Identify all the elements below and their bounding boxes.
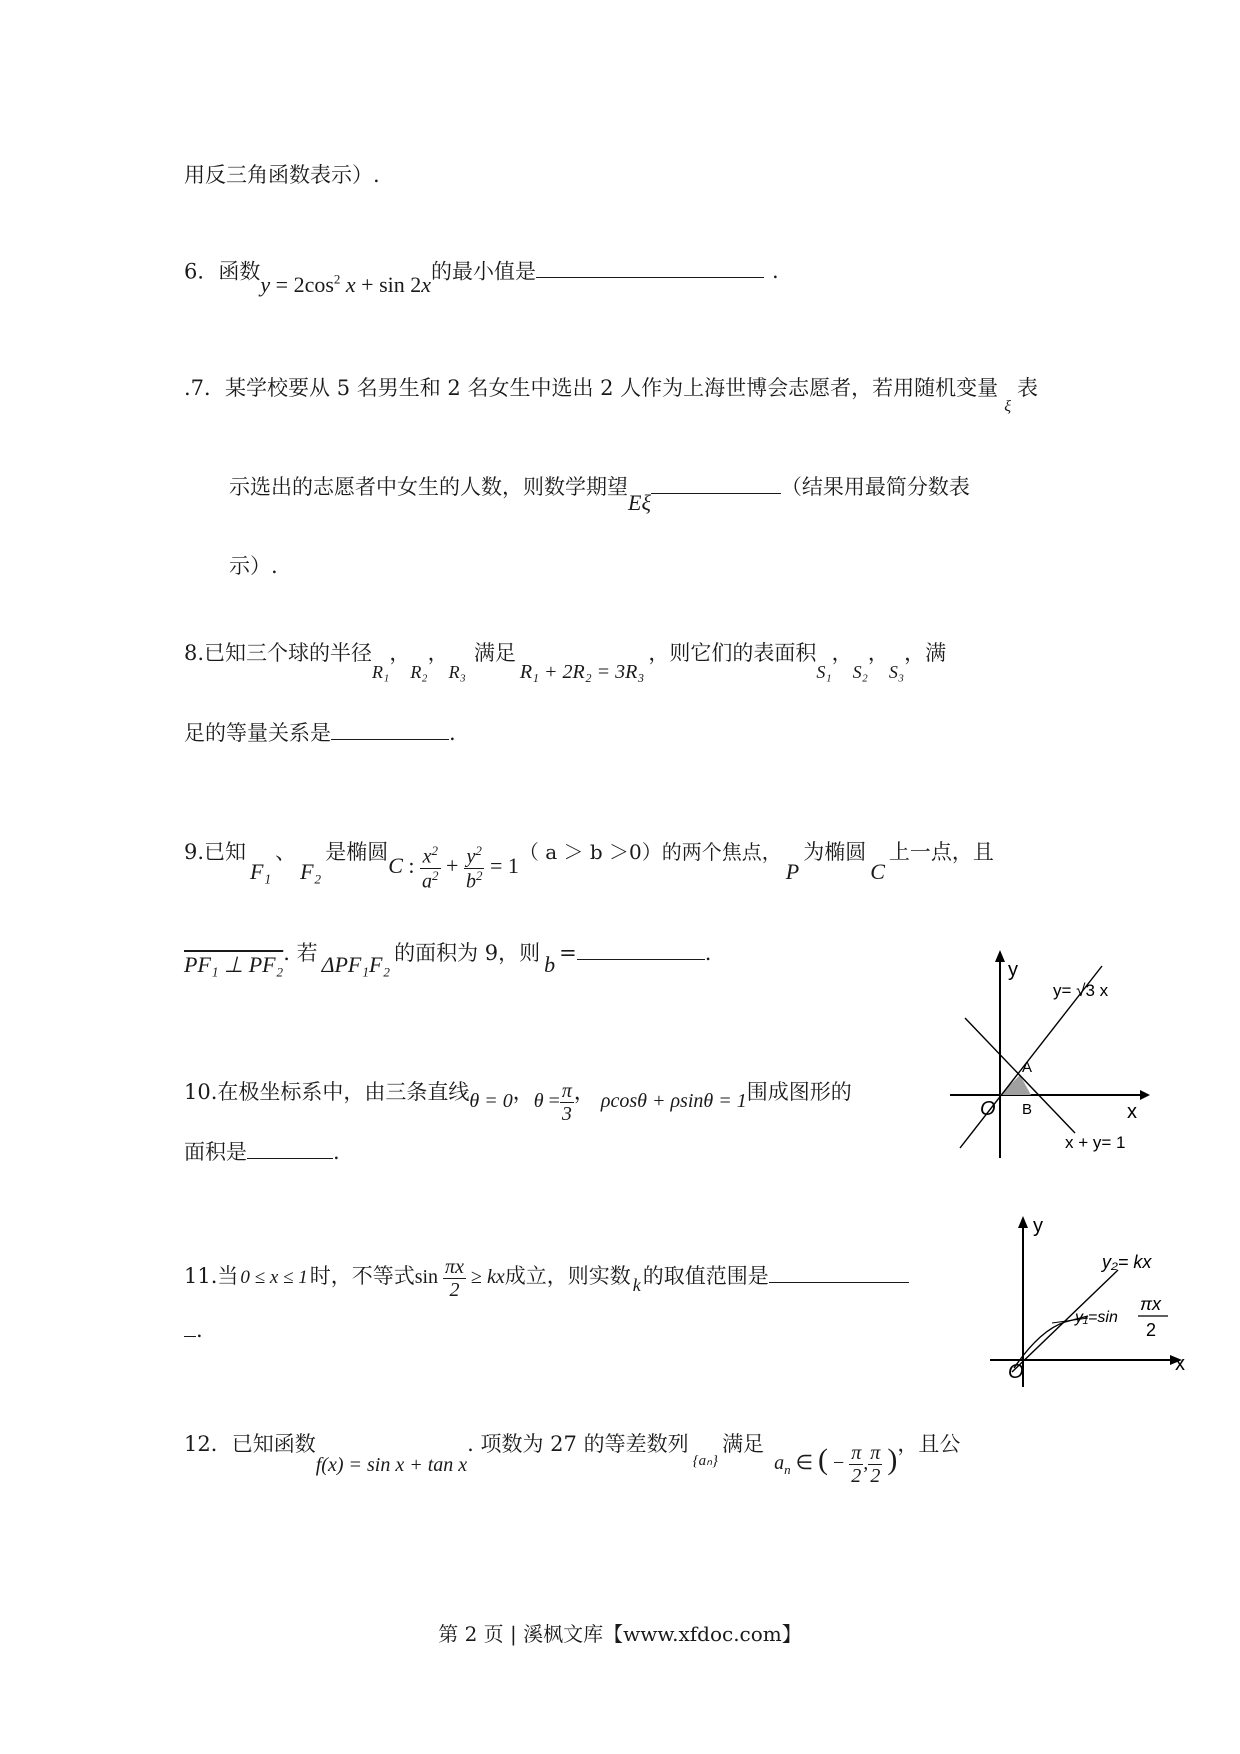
q7-text3: 示）. bbox=[229, 554, 278, 578]
q11-inequality: sin $\frac{\pi x}{2}$ ≥ kx bbox=[414, 1256, 505, 1301]
q12-text3: 满足 bbox=[722, 1432, 765, 1457]
question-9-line1 bbox=[184, 830, 994, 893]
q6-answer-blank bbox=[536, 276, 764, 278]
q10-text3: 面积是 bbox=[184, 1140, 247, 1164]
q11-condition: 0 ≤ x ≤ 1 bbox=[240, 1267, 308, 1289]
question-10-line2 bbox=[184, 1140, 340, 1165]
q8-r2: R₂ bbox=[410, 662, 428, 682]
q10-cond3: ρcosθ + ρsinθ = 1 bbox=[600, 1090, 747, 1113]
q12-domain: $a_n$ ∈ ( − $\frac{\pi}{2}$ , $\frac{\pi}{2}$ ) bbox=[774, 1442, 898, 1487]
q10-origin-label: O bbox=[980, 1098, 996, 1120]
q8-r3: R₃ bbox=[448, 662, 466, 682]
q9-triangle: ΔPF₁F₂ bbox=[321, 952, 391, 977]
question-9-line2 bbox=[184, 940, 712, 977]
q7-text2-end: （结果用最简分数表 bbox=[780, 475, 970, 499]
q9-f2: F₂ bbox=[300, 859, 322, 885]
q9-if: . 若 bbox=[283, 941, 318, 965]
q10-text1: 在极坐标系中，由三条直线 bbox=[217, 1080, 470, 1105]
q10-cond1: θ = 0 bbox=[469, 1090, 513, 1113]
q7-text1: 某学校要从 5 名男生和 2 名女生中选出 2 人作为上海世博会志愿者，若用随机变量 bbox=[225, 376, 999, 400]
q11-y-arrow bbox=[1018, 1216, 1028, 1228]
q9-p: P bbox=[785, 859, 800, 885]
q7-text2: 示选出的志愿者中女生的人数，则数学期望 bbox=[229, 475, 628, 499]
question-10-line1: 10.在极坐标系中，由三条直线θ = 0，θ = $\frac{\pi}{3}$ ， ρcosθ + ρsinθ = 1围成图形的 bbox=[184, 1080, 852, 1125]
question-11-line1 bbox=[184, 1256, 909, 1301]
q10-y-label: y bbox=[1008, 959, 1018, 981]
q10-figure bbox=[950, 948, 1150, 1163]
q11-origin-label: O bbox=[1008, 1361, 1024, 1383]
q5-tail: 用反三角函数表示）. bbox=[184, 163, 380, 187]
q12-text4: ，且公 bbox=[897, 1432, 961, 1457]
q10-cond2: θ = $\frac{\pi}{3}$ bbox=[533, 1080, 572, 1125]
q12-function: f(x) = sin x + tan x bbox=[315, 1454, 468, 1477]
q12-sequence: {aₙ} bbox=[692, 1453, 719, 1470]
question-12 bbox=[184, 1424, 961, 1487]
q11-y1-label: y₁=sin bbox=[1075, 1309, 1118, 1326]
q9-number: 9. bbox=[184, 840, 205, 865]
page-footer: 第 2 页 | 溪枫文库【www.xfdoc.com】 bbox=[438, 1622, 802, 1646]
q11-y1-frac-den: 2 bbox=[1146, 1320, 1157, 1340]
q10-text2: 围成图形的 bbox=[746, 1080, 852, 1105]
q11-number: 11. bbox=[184, 1264, 218, 1289]
q11-x-label: x bbox=[1175, 1353, 1185, 1375]
q11-y1-frac-num: πx bbox=[1140, 1294, 1162, 1314]
q10-a-label: A bbox=[1022, 1059, 1033, 1076]
q8-text3: 足的等量关系是 bbox=[184, 721, 331, 745]
q9-f1: F₁ bbox=[250, 859, 272, 885]
q7-text1-end: 表 bbox=[1017, 376, 1039, 400]
q9-sep: 、 bbox=[275, 840, 297, 865]
question-8-line1: 8.已知三个球的半径R₁，R₂，R₃满足R₁ + 2R₂ = 3R₃，则它们的表面积S₁，S₂，S₃，满 bbox=[184, 641, 947, 683]
q9-c: C bbox=[870, 859, 885, 885]
q8-text2-end: ，满 bbox=[904, 641, 947, 665]
q11-text2: 成立，则实数 bbox=[504, 1264, 631, 1289]
q8-equation: R₁ + 2R₂ = 3R₃ bbox=[519, 661, 645, 683]
q12-number: 12． bbox=[184, 1432, 232, 1457]
q9-text3-end: 上一点，且 bbox=[888, 840, 994, 865]
q9-perpendicular: PF₁ ⊥ PF₂ bbox=[184, 952, 284, 977]
question-6 bbox=[184, 258, 779, 298]
q12-text1: 已知函数 bbox=[231, 1432, 316, 1457]
q9-text2: 是椭圆 bbox=[325, 840, 389, 865]
q10-end: . bbox=[333, 1140, 340, 1164]
q11-text3: 的取值范围是 bbox=[642, 1264, 769, 1289]
q10-x-label: x bbox=[1127, 1101, 1137, 1123]
question-8-line2 bbox=[184, 721, 456, 746]
q8-answer-blank bbox=[331, 738, 449, 740]
q11-text1: 当 bbox=[217, 1264, 239, 1289]
q7-answer-blank bbox=[651, 492, 781, 494]
q10-line2-label: x + y= 1 bbox=[1065, 1133, 1126, 1152]
q8-sat: 满足 bbox=[473, 641, 516, 665]
q8-s3: S₃ bbox=[888, 662, 905, 682]
q6-expression: $y = 2\cos^2$ x + sin 2x bbox=[260, 272, 432, 298]
q8-r1: R₁ bbox=[372, 662, 390, 682]
q7-expectation: Eξ bbox=[628, 490, 651, 515]
q11-answer-blank-cont bbox=[184, 1335, 196, 1337]
q10-y-arrow bbox=[995, 950, 1005, 962]
q10-answer-blank bbox=[247, 1157, 333, 1159]
q9-answer-blank bbox=[577, 958, 705, 960]
q9-text3: 为椭圆 bbox=[803, 840, 867, 865]
q6-number: 6．函数 bbox=[184, 259, 261, 284]
q9-text4: 的面积为 9，则 bbox=[394, 941, 541, 965]
q8-number: 8. bbox=[184, 641, 205, 665]
q9-eq: = bbox=[559, 941, 577, 965]
q8-text1: 已知三个球的半径 bbox=[204, 641, 373, 665]
q10-x-arrow bbox=[1140, 1090, 1150, 1100]
q9-text1: 已知 bbox=[204, 840, 247, 865]
q10-b-label: B bbox=[1022, 1101, 1033, 1118]
q11-y2-label: y₂= kx bbox=[1102, 1252, 1152, 1272]
q8-s1: S₁ bbox=[816, 662, 832, 682]
q9-condition: （ a ＞ b ＞0）的两个焦点， bbox=[518, 840, 782, 865]
q11-figure bbox=[990, 1212, 1190, 1388]
question-11-line2 bbox=[184, 1318, 203, 1343]
q11-shi: 时，不等式 bbox=[309, 1264, 415, 1289]
q11-end: . bbox=[196, 1318, 203, 1342]
q11-answer-blank bbox=[769, 1281, 909, 1283]
q11-k: k bbox=[632, 1275, 641, 1296]
q7-number: .7． bbox=[184, 376, 226, 400]
q7-xi: ξ bbox=[1004, 398, 1012, 415]
q11-y-label: y bbox=[1033, 1215, 1043, 1237]
q6-end: . bbox=[772, 259, 779, 284]
q12-text2: . 项数为 27 的等差数列 bbox=[467, 1432, 689, 1457]
q8-s2: S₂ bbox=[852, 662, 868, 682]
q8-text2: ，则它们的表面积 bbox=[648, 641, 817, 665]
q9-end: . bbox=[704, 941, 712, 965]
question-7-line1 bbox=[184, 376, 1039, 415]
q9-b: b bbox=[544, 952, 556, 977]
question-7-line2 bbox=[229, 474, 970, 515]
q10-line1-label: y= √3 x bbox=[1053, 981, 1109, 1000]
q9-ellipse-equation: C : $\frac{x^2}{a^2}$ + $\frac{y^2}{b^2}$ = 1 bbox=[388, 843, 519, 893]
q10-number: 10. bbox=[184, 1080, 218, 1105]
q8-text3-end: . bbox=[449, 721, 456, 745]
q6-text: 的最小值是 bbox=[431, 259, 537, 284]
